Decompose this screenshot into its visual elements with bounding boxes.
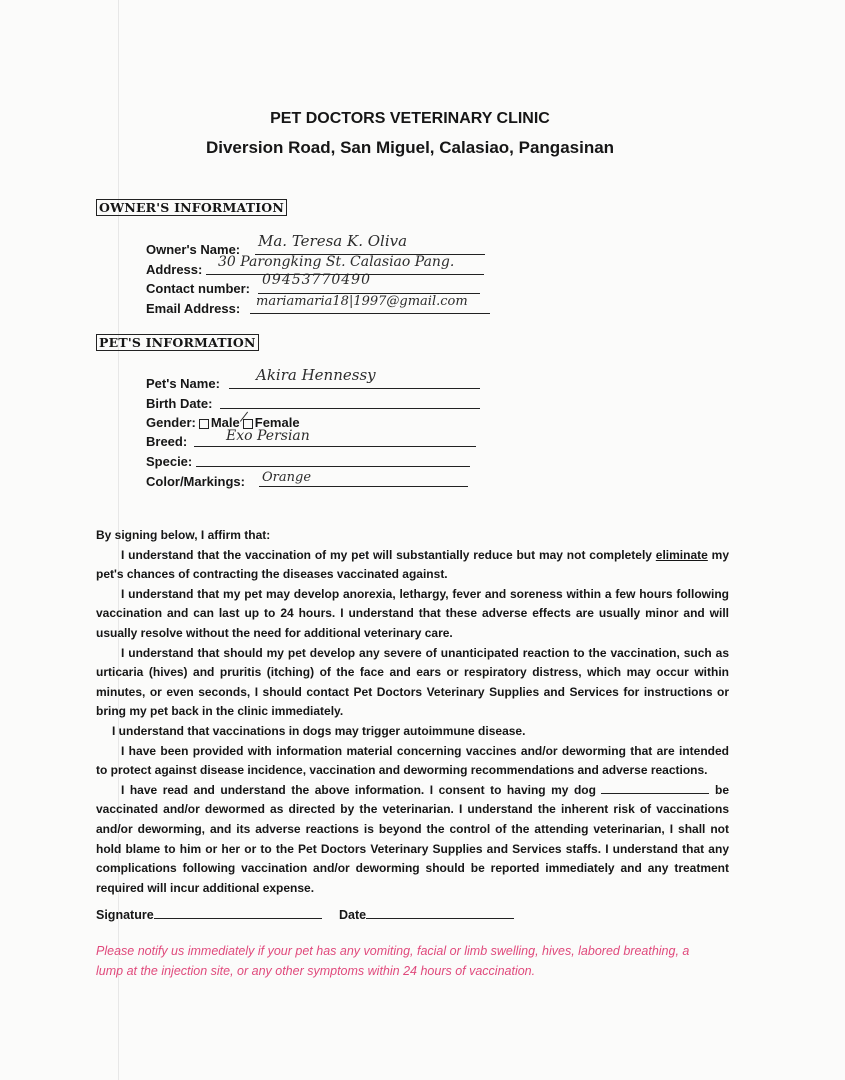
birth-date-line[interactable] — [220, 392, 480, 409]
consent-text — [96, 526, 729, 898]
date-line[interactable] — [366, 906, 514, 919]
signature-label: Signature — [96, 908, 154, 922]
female-label: Female — [254, 415, 300, 430]
consent-intro: By signing below, I affirm that: — [96, 528, 271, 542]
address-value: 30 Parongking St. Calasiao Pang. — [218, 254, 455, 270]
contact-value: 09453770490 — [262, 272, 371, 288]
owner-name-value: Ma. Teresa K. Oliva — [258, 232, 408, 250]
consent-paragraph-6: I have read and understand the above information. I consent to having my dog be vaccinated and/or dewormed as directed by the veterinarian. I understand the inherent risk of vaccinations and/or deworming, and its adverse reactions is beyond the control of the attending veterinarian, I shall not hold blame to him or her or to the Pet Doctors Veterinary Supplies and Services staffs. I understand that any complications following vaccination and/or deworming should be reported immediately and any treatment required will incur additional expense. — [96, 782, 729, 895]
male-checkbox[interactable] — [199, 419, 209, 429]
consent-paragraph-4: I understand that vaccinations in dogs may trigger autoimmune disease. — [112, 723, 526, 738]
email-label: Email Address: — [146, 301, 241, 316]
consent-paragraph-2: I understand that my pet may develop anorexia, lethargy, fever and soreness within a few hours following vaccination and can last up to 24 hours. I understand that these adverse effects are usually minor and will usually resolve without the need for additional veterinary care. — [96, 586, 729, 640]
date-label: Date — [339, 908, 367, 922]
breed-label: Breed: — [146, 434, 188, 449]
consent-paragraph-1: I understand that the vaccination of my pet will substantially reduce but may not completely eliminate my pet's chances of contracting the diseases vaccinated against. — [96, 547, 729, 582]
clinic-title: PET DOCTORS VETERINARY CLINIC — [270, 110, 550, 127]
specie-line[interactable] — [196, 450, 470, 467]
signature-field — [96, 906, 322, 922]
pet-name-value: Akira Hennessy — [256, 366, 376, 384]
male-label: Male — [210, 415, 240, 430]
pet-section-heading: PET'S INFORMATION — [96, 334, 259, 351]
owner-name-label: Owner's Name: — [146, 242, 241, 257]
consent-paragraph-5: I have been provided with information material concerning vaccines and/or deworming that are intended to protect against disease incidence, vaccination and deworming recommendations and adverse reactions. — [96, 743, 729, 778]
color-markings-label: Color/Markings: — [146, 474, 245, 489]
gender-label: Gender: — [146, 415, 196, 430]
clinic-address: Diversion Road, San Miguel, Calasiao, Pangasinan — [205, 138, 615, 157]
owner-section-heading: OWNER'S INFORMATION — [96, 199, 287, 216]
dog-name-blank[interactable] — [601, 782, 709, 794]
birth-date-label: Birth Date: — [146, 396, 213, 411]
address-label: Address: — [146, 262, 203, 277]
color-markings-value: Orange — [262, 470, 312, 485]
breed-value: Exo Persian — [226, 428, 310, 444]
pet-name-label: Pet's Name: — [146, 376, 220, 391]
date-field — [339, 906, 514, 922]
consent-paragraph-3: I understand that should my pet develop any severe of unanticipated reaction to the vaccination, such as urticaria (hives) and pruritis (itching) of the face and ears or respiratory distress, which may occur within minutes, or even seconds, I should contact Pet Doctors Veterinary Supplies and Services for instructions or bring my pet back in the clinic immediately. — [96, 645, 729, 719]
contact-label: Contact number: — [146, 281, 250, 296]
email-value: mariamaria18|1997@gmail.com — [256, 294, 468, 309]
signature-line[interactable] — [154, 906, 322, 919]
specie-label: Specie: — [146, 454, 193, 469]
notice-text: Please notify us immediately if your pet has any vomiting, facial or limb swelling, hives, labored breathing, a lump at the injection site, or any other symptoms within 24 hours of vaccination. — [96, 944, 690, 978]
